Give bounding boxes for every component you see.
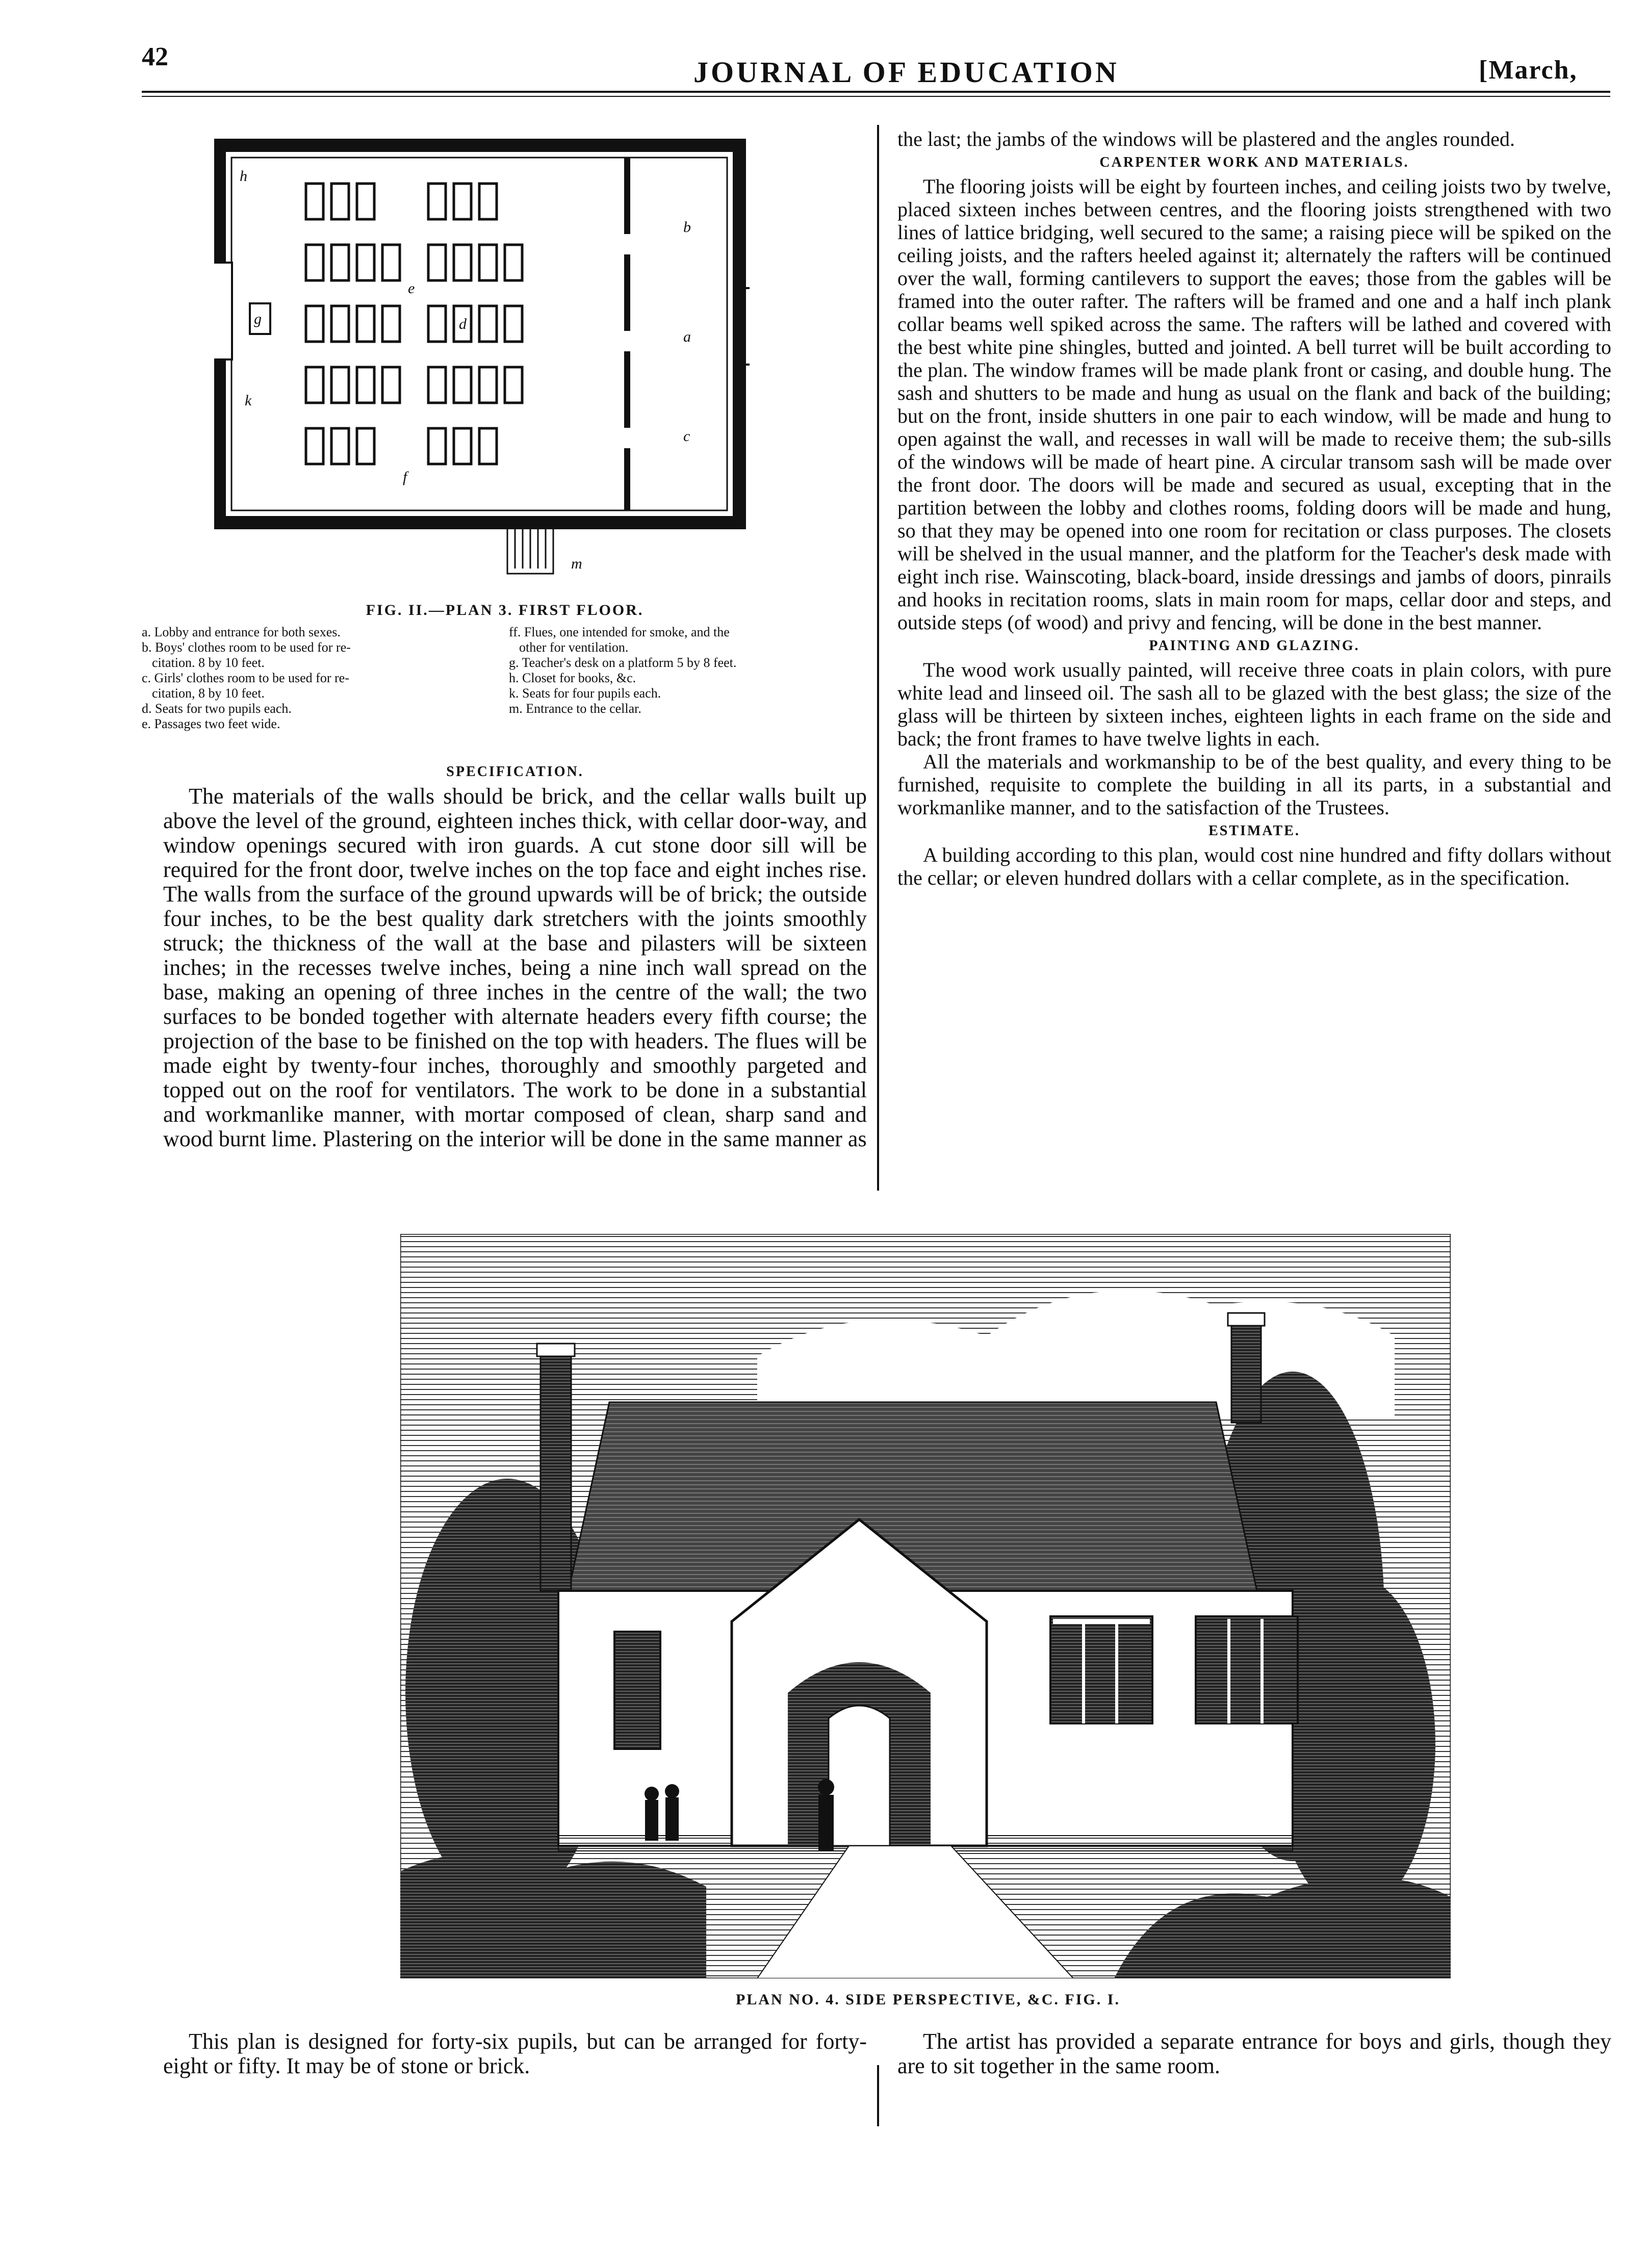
plan-label-g: g <box>254 311 262 327</box>
engraving-caption: PLAN NO. 4. SIDE PERSPECTIVE, &C. FIG. I. <box>736 1991 1120 2008</box>
footer-right <box>897 2029 1611 2078</box>
painting-heading: PAINTING AND GLAZING. <box>1149 638 1360 654</box>
journal-title: JOURNAL OF EDUCATION <box>693 56 1119 89</box>
plan-label-f: f <box>403 469 407 485</box>
plan-label-m: m <box>571 555 582 572</box>
issue-month: [March, <box>1479 56 1578 85</box>
plan-label-e: e <box>408 280 415 297</box>
legend-item-h: h. Closet for books, &c. <box>509 671 636 685</box>
painting-body-2: All the materials and workmanship to be of the best quality, and every thing to be furnished, requisite to complete the building in all its parts, in a substantial and workmanlike manner, and to the satisfaction of the Trustees. <box>897 750 1611 819</box>
left-column <box>163 760 867 1151</box>
legend-item-e: e. Passages two feet wide. <box>142 716 280 731</box>
header-rule <box>142 91 1610 93</box>
column-divider <box>877 125 879 1191</box>
legend-item-b: b. Boys' clothes room to be used for re- <box>142 640 351 655</box>
legend-item-ff-cont: other for ventilation. <box>519 640 629 655</box>
carpenter-body: The flooring joists will be eight by fourteen inches, and ceiling joists two by twelve, placed sixteen inches between centres, and the flooring joists strengthened with two lines of lattice bridging, well secured to the same; a raising piece will be spiked on the ceiling joists, and the rafters heeled against it; alternately the rafters will be continued over the wall, forming cantilevers to support the eaves; those from the gables will be framed into the outer rafter. The rafters will be framed and one and a half inch plank collar beams well spiked across the same. The rafters will be lathed and covered with the best white pine shingles, butted and jointed. A bell turret will be built according to the plan. The window frames will be made plank front or casing, and double hung. The sash and shutters to be made and hung as usual on the flank and back of the building; but on the front, inside shutters in one pair to each window, will be made and hung to open against the wall, and recesses in wall will be made to receive them; the sub-sills of the windows will be made of heart pine. A circular transom sash will be made over the front door. The doors will be made and secured as usual, excepting that in the partition between the lobby and clothes rooms, folding doors will be made and hung, so that they may be opened into one room for recitation or class purposes. The closets will be shelved in the usual manner, and the platform for the Teacher's desk made with eight inch rise. Wainscoting, black-board, inside dressings and jambs of doors, pinrails and hooks in recitation rooms, slats in main room for maps, cellar door and steps, and outside steps (of wood) and privy and fencing, will be done in the best manner. <box>897 175 1611 634</box>
legend-item-m: m. Entrance to the cellar. <box>509 701 641 716</box>
legend-item-ff: ff. Flues, one intended for smoke, and the <box>509 625 730 639</box>
legend-item-b-cont: citation. 8 by 10 feet. <box>152 655 265 670</box>
plan-label-a: a <box>683 328 691 345</box>
page-number: 42 <box>142 42 168 71</box>
legend-item-d: d. Seats for two pupils each. <box>142 701 292 716</box>
plan-label-b: b <box>683 219 691 236</box>
plan-label-d: d <box>459 316 467 332</box>
footer-left-text: This plan is designed for forty-six pupils, but can be arranged for forty-eight or fifty. It may be of stone or brick. <box>163 2029 867 2078</box>
legend-item-k: k. Seats for four pupils each. <box>509 686 661 701</box>
right-column <box>897 127 1611 889</box>
floor-plan-figure <box>214 135 750 594</box>
specification-heading: SPECIFICATION. <box>446 764 584 780</box>
schoolhouse-engraving <box>400 1234 1451 1978</box>
plan-label-h: h <box>240 168 247 185</box>
footer-right-text: The artist has provided a separate entrance for boys and girls, though they are to sit together in the same room. <box>897 2029 1611 2078</box>
footer-left <box>163 2029 867 2078</box>
legend-item-c: c. Girls' clothes room to be used for re- <box>142 671 349 685</box>
legend-item-g: g. Teacher's desk on a platform 5 by 8 feet. <box>509 655 737 670</box>
plan-label-k: k <box>245 392 252 409</box>
estimate-body: A building according to this plan, would cost nine hundred and fifty dollars without the cellar; or eleven hundred dollars with a cellar complete, as in the specification. <box>897 843 1611 889</box>
carpenter-heading: CARPENTER WORK AND MATERIALS. <box>1099 154 1409 170</box>
painting-body-1: The wood work usually painted, will receive three coats in plain colors, with pure white lead and linseed oil. The sash all to be glazed with the best glass; the size of the glass will be thirteen by sixteen inches, eighteen lights in each frame on the side and back; the front frames to have twelve lights in each. <box>897 658 1611 750</box>
floor-plan-legend <box>142 625 866 732</box>
estimate-heading: ESTIMATE. <box>1208 823 1300 839</box>
floor-plan-caption: FIG. II.—PLAN 3. FIRST FLOOR. <box>366 602 644 618</box>
footer-column-divider <box>877 2065 879 2126</box>
legend-item-c-cont: citation, 8 by 10 feet. <box>152 686 265 701</box>
specification-body: The materials of the walls should be brick, and the cellar walls built up above the level of the ground, eighteen inches thick, with cellar door-way, and window openings secured with iron guards. A cut stone door sill will be required for the front door, twelve inches on the top face and eight inches rise. The walls from the surface of the ground upwards will be of brick; the outside four inches, to be the best quality dark stretchers with the joints smoothly struck; the thickness of the wall at the base and pilasters will be sixteen inches; in the recesses twelve inches, being a nine inch wall spread on the base, making an opening of three inches in the centre of the wall; the two surfaces to be bonded together with alternate headers every fifth course; the projection of the base to be finished on the top with headers. The flues will be made eight by twenty-four inches, thoroughly and smoothly pargeted and topped out on the roof for ventilators. The work to be done in a substantial and workmanlike manner, with mortar composed of clean, sharp sand and wood burnt lime. Plastering on the interior will be done in the same manner as <box>163 784 867 1151</box>
plan-label-c: c <box>683 428 690 445</box>
plastering-continuation: the last; the jambs of the windows will be plastered and the angles rounded. <box>897 127 1515 150</box>
legend-item-a: a. Lobby and entrance for both sexes. <box>142 625 341 639</box>
header-rule-thin <box>142 96 1610 97</box>
